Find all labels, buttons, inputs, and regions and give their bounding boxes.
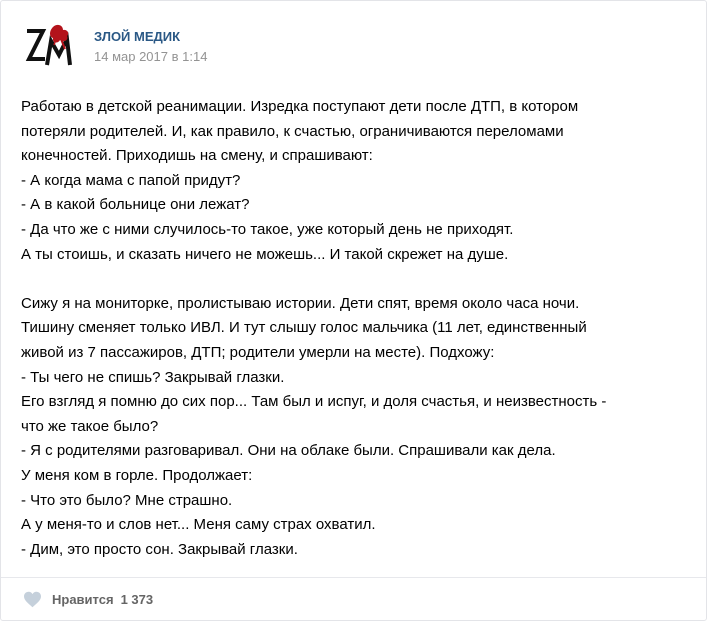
text-line: Его взгляд я помню до сих пор... Там был и испуг, и доля счастья, и неизвестность - — [21, 393, 607, 411]
text-line: А ты стоишь, и сказать ничего не можешь... И такой скрежет на душе. — [21, 245, 509, 263]
like-button[interactable] — [23, 591, 153, 608]
text-line: что же такое было? — [21, 417, 159, 435]
footer-divider — [1, 577, 706, 578]
text-line: конечностей. Приходишь на смену, и спрашивают: — [21, 147, 373, 165]
text-line: У меня ком в горле. Продолжает: — [21, 466, 253, 484]
author-name[interactable]: ЗЛОЙ МЕДИК — [94, 29, 181, 44]
text-line: А у меня-то и слов нет... Меня саму страх охватил. — [21, 516, 376, 534]
text-line: - Что это было? Мне страшно. — [21, 491, 233, 509]
post-header — [23, 21, 207, 73]
post-date[interactable]: 14 мар 2017 в 1:14 — [94, 49, 208, 64]
text-line: Работаю в детской реанимации. Изредка поступают дети после ДТП, в котором — [21, 98, 579, 115]
text-line: живой из 7 пассажиров, ДТП; родители умерли на месте). Подхожу: — [21, 343, 495, 361]
text-line: - Да что же с ними случилось-то такое, уже который день не приходят. — [21, 220, 514, 238]
like-count: 1 373 — [120, 592, 154, 607]
text-line: Тишину сменяет только ИВЛ. И тут слышу голос мальчика (11 лет, единственный — [21, 319, 587, 337]
author-block — [94, 29, 207, 65]
like-label: Нравится — [52, 592, 114, 607]
text-line: - Дим, это просто сон. Закрывай глазки. — [21, 540, 298, 558]
text-line: - А когда мама с папой придут? — [21, 171, 241, 189]
text-line: потеряли родителей. И, как правило, к счастью, ограничиваются переломами — [21, 122, 564, 140]
paragraph-gap — [21, 267, 681, 292]
post-footer — [23, 591, 153, 608]
evil-medic-logo-icon — [23, 21, 75, 73]
post-text — [21, 95, 681, 562]
text-line: - Ты чего не спишь? Закрывай глазки. — [21, 368, 285, 386]
heart-icon — [23, 591, 42, 608]
text-line: - А в какой больнице они лежат? — [21, 196, 250, 214]
text-line: - Я с родителями разговаривал. Они на облаке были. Спрашивали как дела. — [21, 442, 556, 460]
text-line: Сижу я на мониторке, пролистываю истории. Дети спят, время около часа ночи. — [21, 294, 580, 312]
avatar[interactable] — [23, 21, 75, 73]
